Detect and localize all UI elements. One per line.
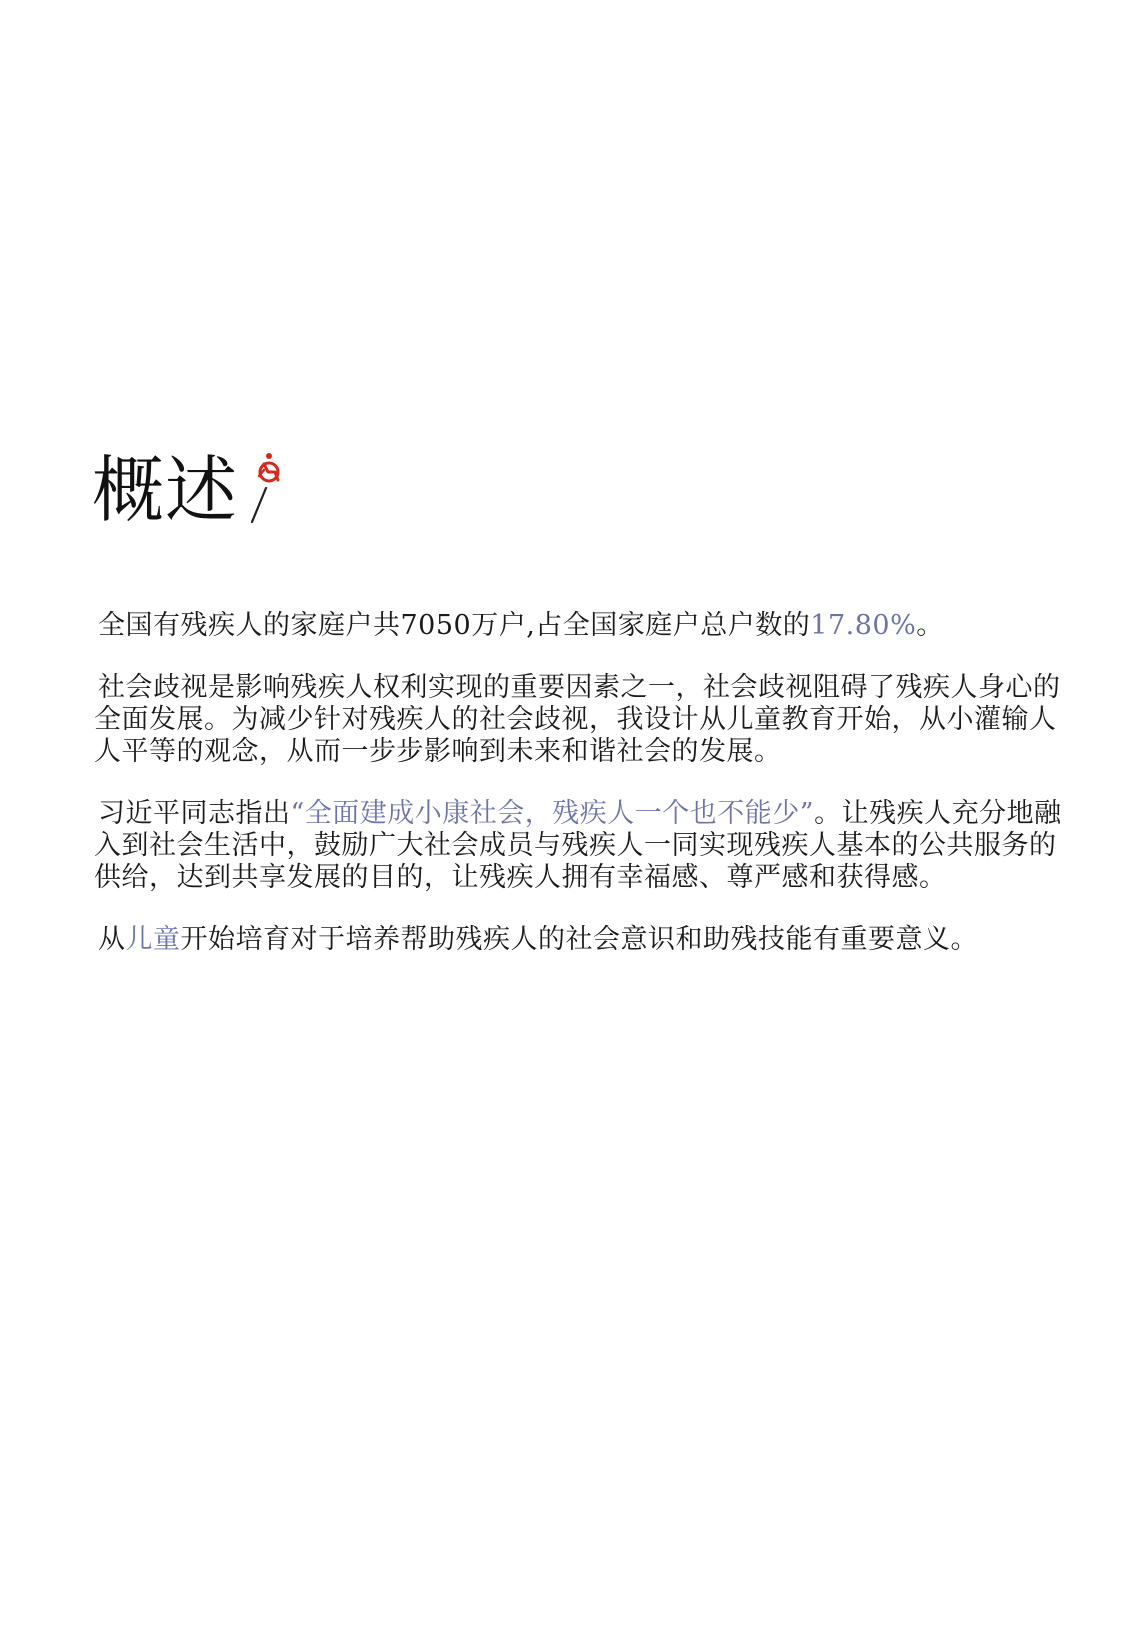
wheelchair-icon xyxy=(244,450,288,530)
paragraph-discrimination xyxy=(94,672,1074,768)
page-title: 概述 xyxy=(92,448,239,532)
paragraph-text: 从 xyxy=(98,924,126,955)
highlight-percentage: 17.80% xyxy=(810,610,917,641)
disability-logo-mark xyxy=(244,450,288,530)
paragraph-children xyxy=(94,924,1074,956)
paragraph-text: 。 xyxy=(916,610,944,641)
section-heading xyxy=(92,440,288,530)
paragraph-text: 习近平同志指出 xyxy=(98,798,291,829)
paragraph-households xyxy=(94,610,1074,642)
paragraph-text: 。让残疾人充分地融入到社会生活中，鼓励广大社会成员与残疾人一同实现残疾人基本的公共服务的供给，达到共享发展的目的，让残疾人拥有幸福感、尊严感和获得感。 xyxy=(94,798,1062,893)
highlight-children: 儿童 xyxy=(125,924,181,955)
highlight-quote: “全面建成小康社会，残疾人一个也不能少” xyxy=(290,798,815,829)
paragraph-quote xyxy=(94,798,1074,894)
paragraph-text: 社会歧视是影响残疾人权利实现的重要因素之一，社会歧视阻碍了残疾人身心的全面发展。为减少针对残疾人的社会歧视，我设计从儿童教育开始，从小灌输人人平等的观念，从而一步步影响到未来和谐社会的发展。 xyxy=(94,672,1061,767)
paragraph-text: 全国有残疾人的家庭户共7050万户,占全国家庭户总户数的 xyxy=(98,610,811,641)
overview-body xyxy=(94,610,1074,986)
paragraph-text: 开始培育对于培养帮助残疾人的社会意识和助残技能有重要意义。 xyxy=(180,924,978,955)
